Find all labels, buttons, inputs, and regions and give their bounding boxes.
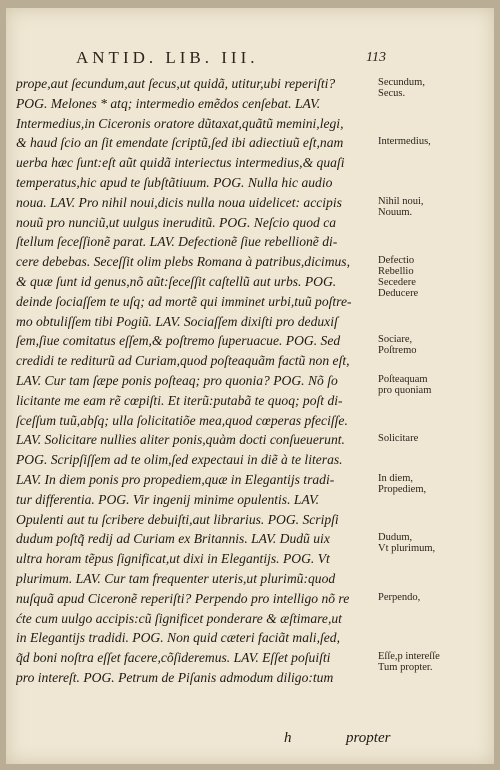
- margin-note: Secundum, Secus.: [378, 77, 425, 99]
- text-line: nuſquã apud Ciceronẽ reperiſti? Perpendo pro intelligo nõ re: [16, 590, 350, 606]
- text-line: LAV. Solicitare nullies aliter ponis,quàm docti conſueuerunt.: [16, 432, 345, 448]
- text-line: prope,aut ſecundum,aut ſecus,ut quidã, utitur,ubi reperiſti?: [16, 76, 336, 91]
- book-page: [6, 8, 494, 764]
- text-line: deinde ſociaſſem te uſq; ad mortẽ qui imminet urbi,tuũ poſtre-: [16, 293, 352, 309]
- text-line: noua. LAV. Pro nihil noui,dicis nulla noua uidelicet: accipis: [16, 194, 342, 210]
- text-line: POG. Melones * atq; intermedio emẽdos cenſebat. LAV.: [16, 95, 321, 111]
- text-line: Opulenti aut tu ſcribere debuiſti,aut librarius. POG. Scripſi: [16, 511, 339, 527]
- text-line: licitante me eam rẽ cœpiſti. Et iterũ:putabã te quoq; poſt di-: [16, 392, 343, 408]
- text-line: plurimum. LAV. Cur tam frequenter uteris,ut plurimũ:quod: [16, 570, 336, 586]
- text-line: pro intereſt. POG. Petrum de Piſanis admodum diligo:tum: [16, 669, 334, 685]
- page-number: 113: [366, 50, 386, 65]
- text-line: POG. Scripſiſſem ad te olim,ſed expectaui in diẽ à te literas.: [16, 452, 343, 468]
- margin-note: Perpendo,: [378, 591, 421, 603]
- text-line: LAV. Cur tam ſæpe ponis poſteaq; pro quonia? POG. Nõ ſo: [16, 372, 338, 388]
- text-line: ſtellum ſeceſſionẽ parat. LAV. Defectionẽ ſiue rebellionẽ di-: [16, 234, 338, 250]
- catchword: propter: [346, 730, 391, 746]
- text-line: q̃d boni noſtra eſſet facere,cõſideremus. LAV. Eſſet poſuiſti: [16, 650, 331, 666]
- text-line: ultra horam tẽpus ſignificat,ut dixi in Elegantijs. POG. Vt: [16, 551, 330, 567]
- text-line: ćte cum uulgo accipis:cũ ſignificet ponderare & æſtimare,ut: [16, 610, 342, 626]
- text-line: nouũ pro nunciũ,ut uulgus ineruditũ. POG. Neſcio quod ca: [16, 214, 337, 230]
- text-line: mo obtuliſſem tibi Pogiũ. LAV. Sociaſſem dixiſti pro deduxiſ: [16, 313, 338, 329]
- text-line: Intermedius,in Ciceronis oratore dũtaxat,quãtũ memini,legi,: [16, 115, 344, 131]
- running-title: ANTID. LIB. III.: [76, 48, 259, 67]
- text-line: uerba hæc ſunt:eſt aũt quidã interiectus intermedius,& quaſi: [16, 155, 345, 171]
- text-line: temperatus,hic apud te ſubſtãtiuum. POG. Nulla hic audio: [16, 174, 333, 190]
- margin-note: Intermedius,: [378, 136, 431, 148]
- running-header: [6, 48, 494, 72]
- text-line: LAV. In diem ponis pro propediem,quæ in Elegantijs tradi-: [16, 471, 335, 487]
- margin-note: Defectio Rebellio Secedere Deducere: [378, 255, 419, 300]
- text-line: tur differentia. POG. Vir ingenij minime opulentis. LAV.: [16, 491, 320, 507]
- text-line: & quæ ſunt id genus,nõ aũt:ſeceſſit caſtellũ aut urbs. POG.: [16, 273, 337, 289]
- signature-mark: h: [284, 730, 292, 746]
- text-line: ſceſſum tuũ,abſq; ulla ſolicitatiõe mea,quod cœperas pfeciſſe.: [16, 412, 348, 428]
- text-line: cere debebas. Seceſſit olim plebs Romana à patribus,dicimus,: [16, 254, 350, 270]
- margin-note: Nihil noui, Nouum.: [378, 195, 424, 218]
- margin-note: Poſteaquam pro quoniam: [378, 374, 432, 396]
- margin-note: In diem, Propediem,: [378, 473, 427, 495]
- main-text-block: [16, 74, 386, 688]
- margin-note: Solicitare: [378, 433, 419, 445]
- text-line: & haud ſcio an ſit emendate ſcriptũ,ſed ibi adiectiuũ eſt,nam: [16, 135, 344, 151]
- text-line: in Elegantijs tradidi. POG. Non quid cæteri faciãt mali,ſed,: [16, 630, 340, 646]
- margin-note: Dudum, Vt plurimum,: [378, 532, 436, 555]
- margin-note: Sociare, Poſtremo: [378, 334, 417, 357]
- text-line: dudum poſtq̃ redij ad Curiam ex Britannis. LAV. Dudũ uix: [16, 531, 330, 547]
- text-line: credidi te rediturũ ad Curiam,quod poſteaquãm factũ non eſt,: [16, 353, 350, 369]
- text-line: ſem,ſiue comitatus eſſem,& poſtremo ſuperuacue. POG. Sed: [16, 333, 341, 349]
- margin-note: Eſſe,p intereſſe Tum propter.: [378, 651, 440, 674]
